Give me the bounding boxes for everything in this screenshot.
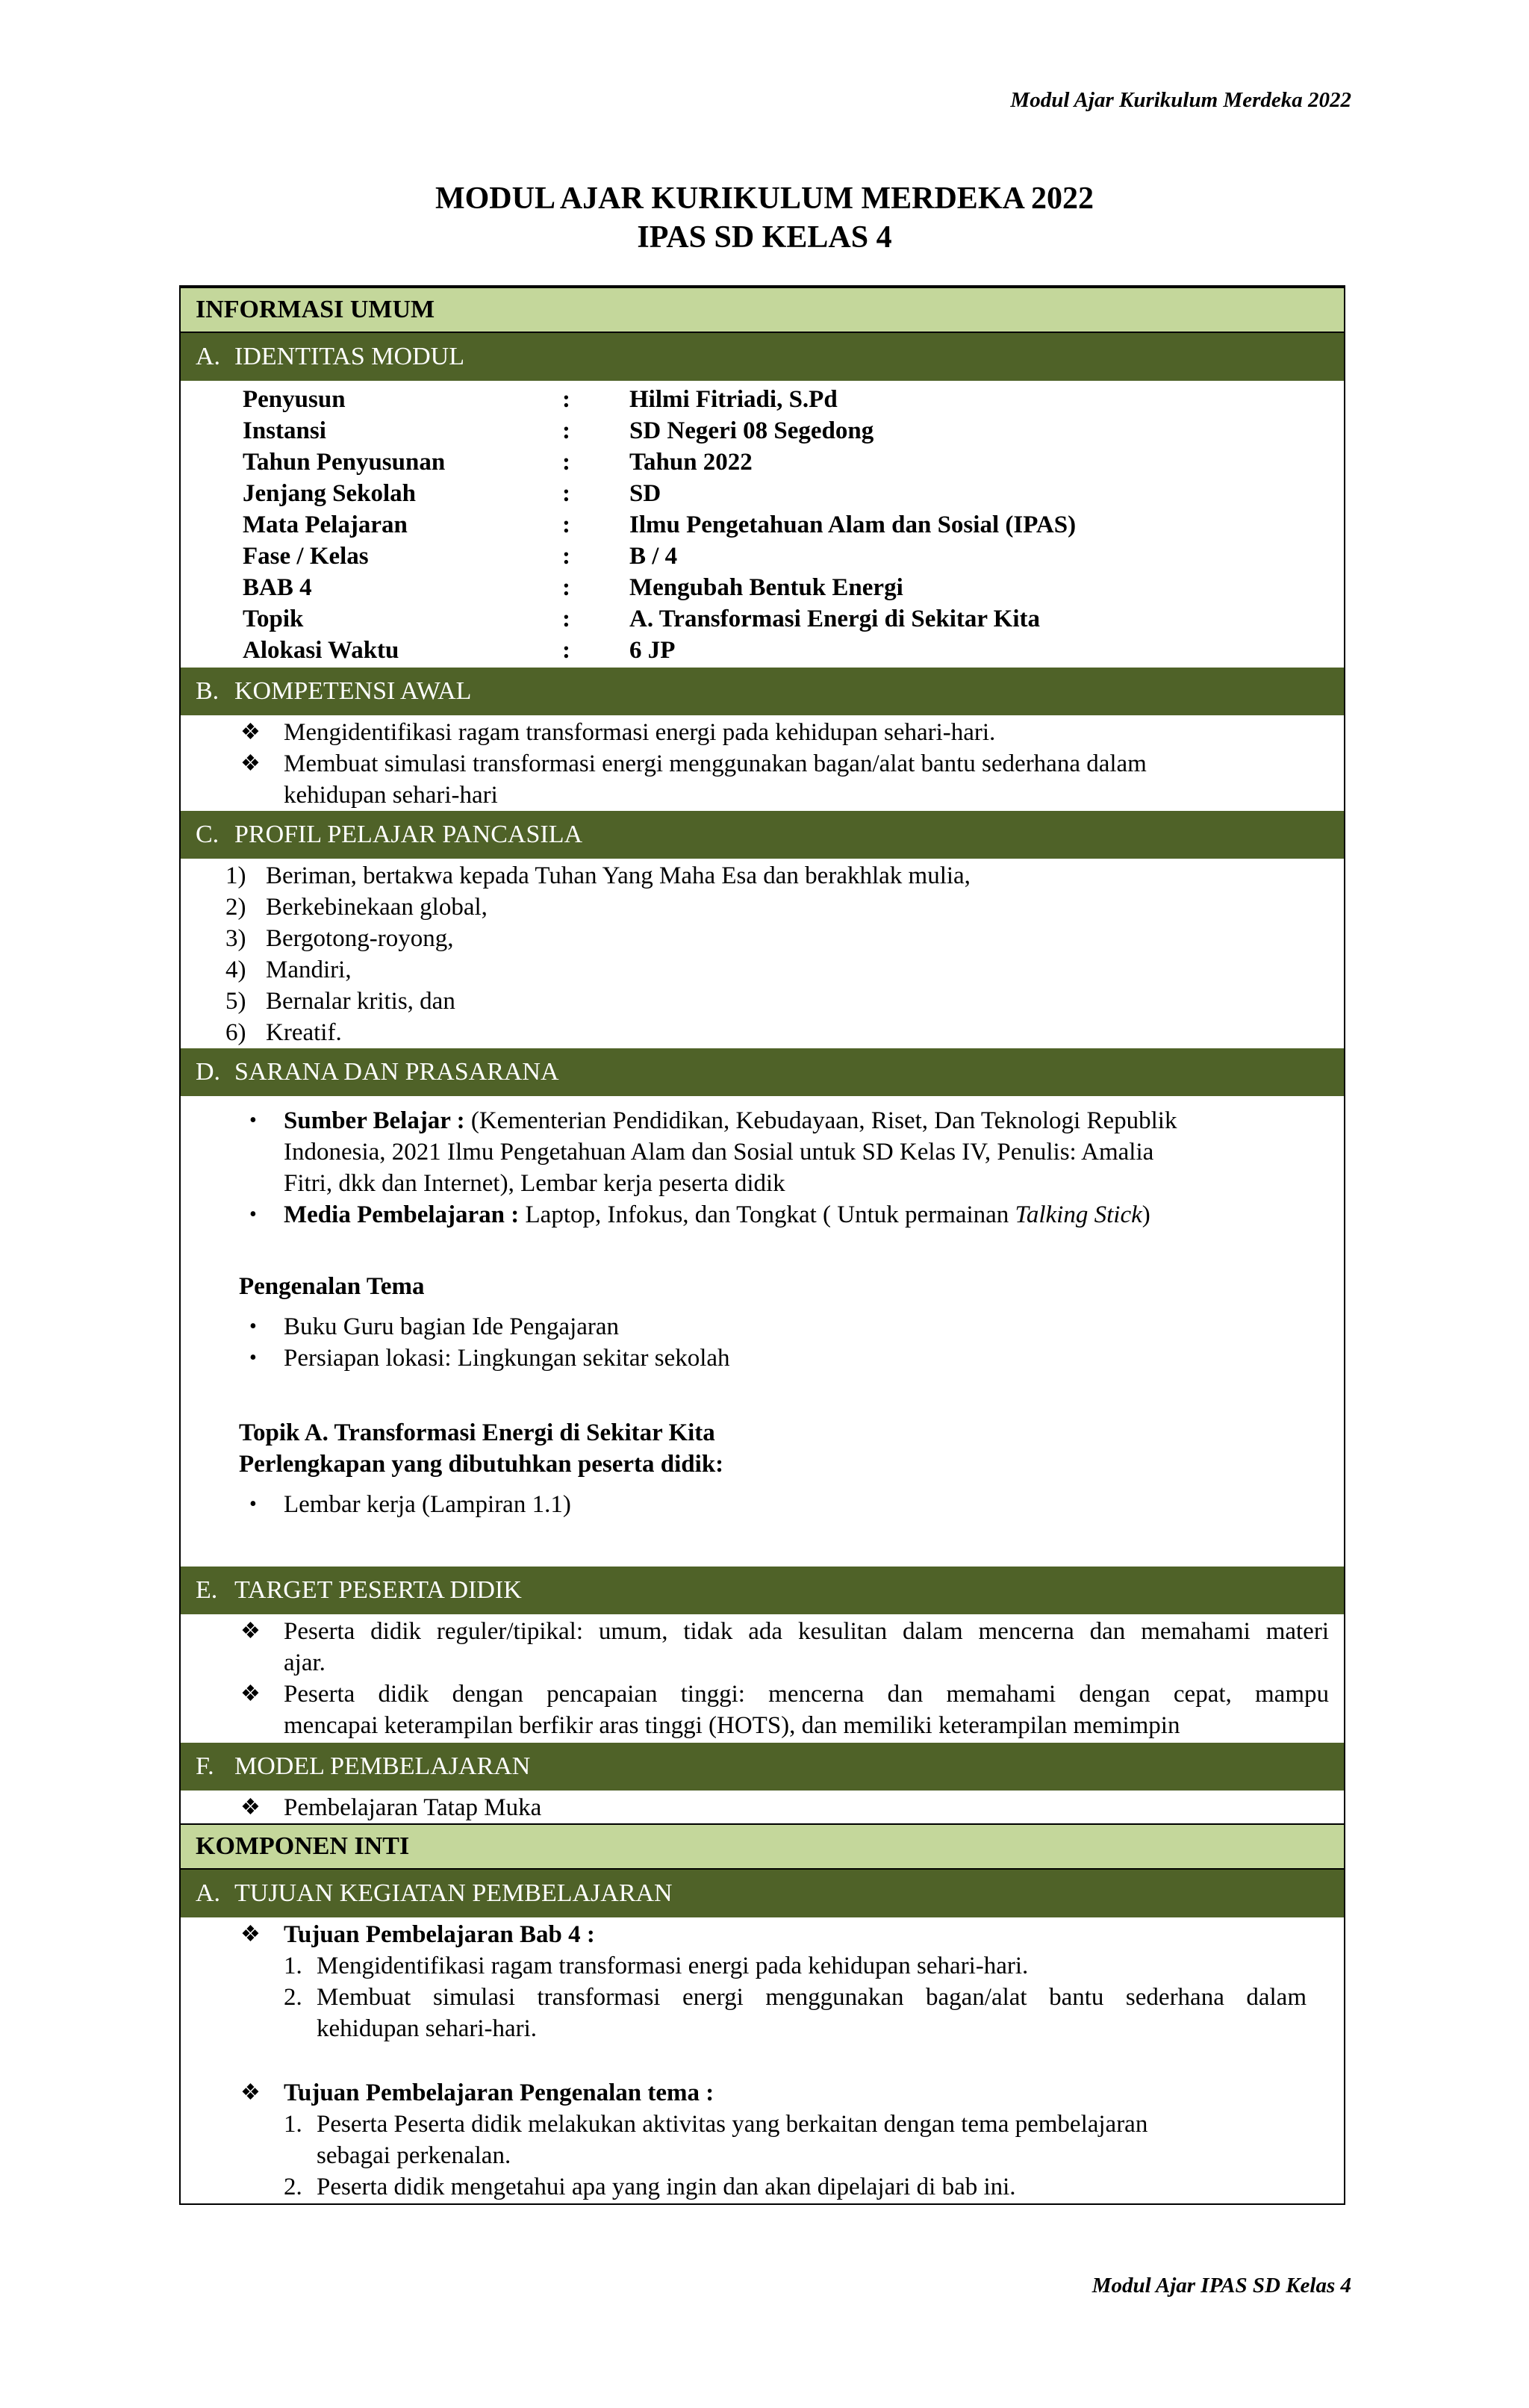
section-heading: SARANA DAN PRASARANA bbox=[234, 1058, 559, 1086]
diamond-bullet-icon: ❖ bbox=[240, 751, 261, 776]
section-number: F. bbox=[196, 1752, 214, 1780]
section-number: B. bbox=[196, 677, 219, 705]
diamond-bullet-icon: ❖ bbox=[240, 1795, 261, 1820]
profil-number: 3) bbox=[225, 925, 246, 952]
bullet-icon: • bbox=[249, 1203, 257, 1226]
identity-value: A. Transformasi Energi di Sekitar Kita bbox=[629, 606, 1041, 632]
identity-value: Tahun 2022 bbox=[629, 449, 753, 476]
bullet-icon: • bbox=[249, 1109, 257, 1132]
title-line-2: IPAS SD KELAS 4 bbox=[637, 220, 892, 255]
section-heading: IDENTITAS MODUL bbox=[234, 343, 464, 370]
tujuan-number: 2. bbox=[284, 1984, 302, 2011]
identity-colon: : bbox=[562, 511, 570, 538]
sumber-belajar-line-1 bbox=[284, 1105, 1177, 1136]
model-item-1: Pembelajaran Tatap Muka bbox=[284, 1794, 542, 1821]
section-identitas-modul bbox=[181, 333, 1344, 381]
running-header: Modul Ajar Kurikulum Merdeka 2022 bbox=[1010, 88, 1351, 112]
section-number: A. bbox=[196, 1879, 221, 1907]
diamond-bullet-icon: ❖ bbox=[240, 720, 261, 744]
sumber-belajar-label: Sumber Belajar : bbox=[284, 1107, 465, 1134]
diamond-bullet-icon: ❖ bbox=[240, 1681, 261, 1706]
target-item-1-line-1: Peserta didik reguler/tipikal: umum, tidak ada kesulitan dalam mencerna dan memahami materi bbox=[284, 1618, 1329, 1645]
profil-item: Bernalar kritis, dan bbox=[266, 988, 455, 1015]
media-text: Laptop, Infokus, dan Tongkat ( Untuk permainan bbox=[525, 1201, 1009, 1228]
title-line-1: MODUL AJAR KURIKULUM MERDEKA 2022 bbox=[435, 181, 1094, 216]
section-kompetensi-awal bbox=[181, 668, 1344, 715]
tujuan-bab-item-1: Mengidentifikasi ragam transformasi energi pada kehidupan sehari-hari. bbox=[317, 1953, 1029, 1979]
identity-colon: : bbox=[562, 480, 570, 507]
identity-value: SD Negeri 08 Segedong bbox=[629, 417, 874, 444]
perlengkapan-item: Lembar kerja (Lampiran 1.1) bbox=[284, 1491, 571, 1518]
section-heading: MODEL PEMBELAJARAN bbox=[234, 1752, 531, 1780]
pengenalan-item: Buku Guru bagian Ide Pengajaran bbox=[284, 1313, 620, 1340]
section-komponen-inti bbox=[181, 1823, 1344, 1870]
section-informasi-umum-label: INFORMASI UMUM bbox=[196, 296, 435, 323]
identity-label: Instansi bbox=[243, 417, 326, 444]
identity-value: Ilmu Pengetahuan Alam dan Sosial (IPAS) bbox=[629, 511, 1077, 538]
section-heading: KOMPETENSI AWAL bbox=[234, 677, 472, 705]
tujuan-tema-heading: Tujuan Pembelajaran Pengenalan tema : bbox=[284, 2079, 714, 2106]
profil-number: 1) bbox=[225, 862, 246, 889]
identity-label: Alokasi Waktu bbox=[243, 637, 399, 664]
media-italic-text: Talking Stick bbox=[1015, 1201, 1142, 1228]
tujuan-number: 2. bbox=[284, 2174, 302, 2200]
profil-number: 2) bbox=[225, 894, 246, 921]
profil-number: 5) bbox=[225, 988, 246, 1015]
sumber-belajar-line-3: Fitri, dkk dan Internet), Lembar kerja peserta didik bbox=[284, 1170, 785, 1197]
profil-item: Kreatif. bbox=[266, 1019, 342, 1046]
kompetensi-item-2-line-2: kehidupan sehari-hari bbox=[284, 782, 498, 809]
profil-item: Berkebinekaan global, bbox=[266, 894, 488, 921]
identity-colon: : bbox=[562, 574, 570, 601]
identity-colon: : bbox=[562, 449, 570, 476]
document-title bbox=[0, 179, 1529, 257]
identity-label: Penyusun bbox=[243, 386, 346, 413]
identity-value: B / 4 bbox=[629, 543, 678, 570]
media-pembelajaran bbox=[284, 1199, 1150, 1231]
identity-label: Tahun Penyusunan bbox=[243, 449, 446, 476]
kompetensi-item-2-line-1: Membuat simulasi transformasi energi menggunakan bagan/alat bantu sederhana dalam bbox=[284, 750, 1147, 777]
identity-value: Hilmi Fitriadi, S.Pd bbox=[629, 386, 838, 413]
identity-colon: : bbox=[562, 543, 570, 570]
tujuan-tema-item-1-line-1: Peserta Peserta didik melakukan aktivitas yang berkaitan dengan tema pembelajaran bbox=[317, 2111, 1148, 2138]
identity-value: 6 JP bbox=[629, 637, 676, 664]
bullet-icon: • bbox=[249, 1493, 257, 1516]
section-number: A. bbox=[196, 343, 221, 370]
section-sarana-prasarana bbox=[181, 1048, 1344, 1096]
identity-label: Fase / Kelas bbox=[243, 543, 369, 570]
section-heading: PROFIL PELAJAR PANCASILA bbox=[234, 821, 583, 848]
identity-label: Mata Pelajaran bbox=[243, 511, 408, 538]
identity-colon: : bbox=[562, 386, 570, 413]
media-close: ) bbox=[1142, 1201, 1150, 1228]
identity-label: BAB 4 bbox=[243, 574, 312, 601]
section-number: E. bbox=[196, 1576, 218, 1604]
profil-item: Bergotong-royong, bbox=[266, 925, 454, 952]
section-profil-pelajar bbox=[181, 811, 1344, 859]
identity-value: Mengubah Bentuk Energi bbox=[629, 574, 903, 601]
sumber-belajar-line-2: Indonesia, 2021 Ilmu Pengetahuan Alam dan Sosial untuk SD Kelas IV, Penulis: Amalia bbox=[284, 1139, 1154, 1166]
bullet-icon: • bbox=[249, 1346, 257, 1369]
section-target-peserta bbox=[181, 1567, 1344, 1614]
section-informasi-umum bbox=[181, 287, 1344, 333]
identity-colon: : bbox=[562, 417, 570, 444]
profil-number: 4) bbox=[225, 956, 246, 983]
section-heading: TARGET PESERTA DIDIK bbox=[234, 1576, 522, 1604]
tujuan-bab-item-2-line-1: Membuat simulasi transformasi energi menggunakan bagan/alat bantu sederhana dalam bbox=[317, 1984, 1307, 2011]
profil-item: Beriman, bertakwa kepada Tuhan Yang Maha Esa dan berakhlak mulia, bbox=[266, 862, 971, 889]
tujuan-tema-item-2: Peserta didik mengetahui apa yang ingin dan akan dipelajari di bab ini. bbox=[317, 2174, 1016, 2200]
target-item-1-line-2: ajar. bbox=[284, 1649, 326, 1676]
section-model-pembelajaran bbox=[181, 1743, 1344, 1791]
identity-colon: : bbox=[562, 637, 570, 664]
section-number: C. bbox=[196, 821, 219, 848]
topik-heading: Topik A. Transformasi Energi di Sekitar Kita bbox=[239, 1419, 715, 1446]
tujuan-number: 1. bbox=[284, 1953, 302, 1979]
identity-label: Jenjang Sekolah bbox=[243, 480, 416, 507]
identity-value: SD bbox=[629, 480, 661, 507]
target-item-2-line-2: mencapai keterampilan berfikir aras tinggi (HOTS), dan memiliki keterampilan memimpin bbox=[284, 1712, 1180, 1739]
section-heading: TUJUAN KEGIATAN PEMBELAJARAN bbox=[234, 1879, 673, 1907]
section-tujuan-kegiatan bbox=[181, 1870, 1344, 1917]
kompetensi-item-1: Mengidentifikasi ragam transformasi energi pada kehidupan sehari-hari. bbox=[284, 719, 996, 746]
profil-number: 6) bbox=[225, 1019, 246, 1046]
media-label: Media Pembelajaran : bbox=[284, 1201, 520, 1228]
perlengkapan-heading: Perlengkapan yang dibutuhkan peserta didik: bbox=[239, 1451, 724, 1478]
section-komponen-inti-label: KOMPONEN INTI bbox=[196, 1832, 410, 1860]
tujuan-bab-heading: Tujuan Pembelajaran Bab 4 : bbox=[284, 1921, 595, 1948]
pengenalan-item: Persiapan lokasi: Lingkungan sekitar sekolah bbox=[284, 1345, 730, 1372]
tujuan-number: 1. bbox=[284, 2111, 302, 2138]
profil-item: Mandiri, bbox=[266, 956, 352, 983]
pengenalan-tema-heading: Pengenalan Tema bbox=[239, 1273, 425, 1300]
bullet-icon: • bbox=[249, 1315, 257, 1338]
identity-colon: : bbox=[562, 606, 570, 632]
sumber-belajar-text: (Kementerian Pendidikan, Kebudayaan, Riset, Dan Teknologi Republik bbox=[470, 1107, 1177, 1134]
section-number: D. bbox=[196, 1058, 221, 1086]
target-item-2-line-1: Peserta didik dengan pencapaian tinggi: mencerna dan memahami dengan cepat, mampu bbox=[284, 1681, 1329, 1708]
diamond-bullet-icon: ❖ bbox=[240, 1619, 261, 1643]
identity-label: Topik bbox=[243, 606, 304, 632]
diamond-bullet-icon: ❖ bbox=[240, 2080, 261, 2105]
tujuan-tema-item-1-line-2: sebagai perkenalan. bbox=[317, 2142, 511, 2169]
diamond-bullet-icon: ❖ bbox=[240, 1922, 261, 1947]
running-footer: Modul Ajar IPAS SD Kelas 4 bbox=[1092, 2274, 1351, 2297]
tujuan-bab-item-2-line-2: kehidupan sehari-hari. bbox=[317, 2015, 538, 2042]
